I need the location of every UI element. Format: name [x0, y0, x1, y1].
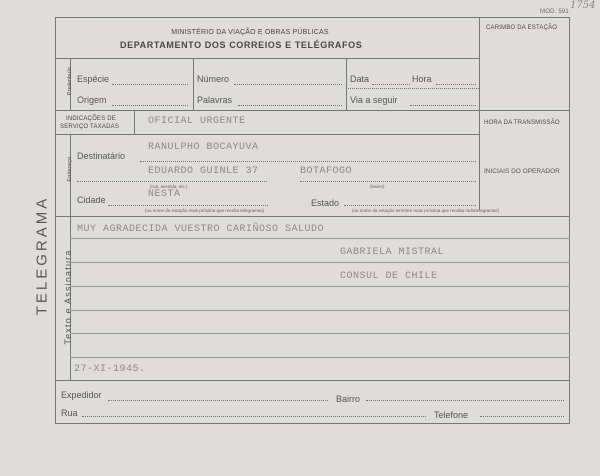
body-rule-3 — [70, 286, 570, 287]
address-label: Endereço — [67, 156, 73, 182]
form-code: MOD. 591 — [540, 9, 569, 15]
via-label: Via a seguir — [350, 95, 398, 105]
destinatario-label: Destinatário — [77, 151, 126, 161]
body-rule-5 — [70, 333, 570, 334]
especie-line[interactable] — [112, 84, 188, 85]
body-label: Texto e Assinatura — [63, 249, 73, 345]
form-frame — [55, 17, 570, 424]
footer-top-line — [55, 380, 570, 381]
district-value: BOTAFOGO — [300, 166, 353, 177]
body-top-line — [55, 216, 570, 217]
body-rule-1 — [70, 238, 570, 239]
preamble-col-divider-2 — [346, 58, 347, 110]
bairro-label: Bairro — [336, 394, 361, 404]
estado-label: Estado — [311, 198, 340, 208]
body-rule-4 — [70, 310, 570, 311]
telefone-line[interactable] — [480, 416, 564, 417]
street-hint: (rua, avenida, etc.) — [150, 184, 188, 189]
expedidor-label: Expedidor — [61, 390, 102, 400]
service-label-2: SERVIÇO TAXADAS — [60, 124, 120, 130]
palavras-line[interactable] — [238, 105, 342, 106]
preamble-col-divider-1 — [193, 58, 194, 110]
via-line[interactable] — [410, 105, 476, 106]
address-top-line — [55, 134, 479, 135]
district-line[interactable] — [300, 181, 476, 182]
signature-text: GABRIELA MISTRAL — [340, 247, 445, 258]
preamble-top-line — [55, 58, 479, 59]
rua-label: Rua — [61, 408, 78, 418]
transmission-label: HORA DA TRANSMISSÃO — [484, 120, 560, 126]
hora-label: Hora — [412, 74, 432, 84]
cidade-value: NESTA — [148, 189, 181, 200]
hora-line[interactable] — [436, 84, 476, 85]
right-column-divider — [479, 58, 480, 210]
cidade-hint: (ou nome da estação mais próxima que receba telegramas) — [145, 208, 265, 213]
telefone-label: Telefone — [434, 410, 469, 420]
estado-hint: (ou nome da estação terrestre mais próxima que receba radiotelegramas) — [352, 208, 500, 213]
service-top-line — [55, 110, 570, 111]
data-line[interactable] — [372, 84, 410, 85]
estado-line[interactable] — [344, 205, 476, 206]
body-rule-2 — [70, 262, 570, 263]
rua-line[interactable] — [82, 416, 426, 417]
expedidor-line[interactable] — [108, 400, 328, 401]
destinatario-value: RANULPHO BOCAYUVA — [148, 142, 259, 153]
service-value: OFICIAL URGENTE — [148, 116, 246, 127]
side-title: TELEGRAMA — [33, 195, 51, 316]
street-line[interactable] — [77, 181, 267, 182]
especie-label: Espécie — [77, 74, 110, 84]
palavras-label: Palavras — [197, 95, 233, 105]
operator-label: INICIAIS DO OPERADOR — [484, 168, 560, 175]
stamp-divider — [479, 17, 480, 58]
cidade-label: Cidade — [77, 195, 106, 205]
bairro-line[interactable] — [366, 400, 564, 401]
signature-title: CONSUL DE CHILE — [340, 271, 438, 282]
preamble-mid-line — [346, 88, 479, 89]
message-date: 27-XI-1945. — [74, 364, 146, 375]
street-value: EDUARDO GUINLE 37 — [148, 166, 259, 177]
numero-line[interactable] — [234, 84, 342, 85]
stamp-label: CARIMBO DA ESTAÇÃO — [486, 25, 558, 31]
handwritten-number: 1754 — [570, 0, 596, 11]
message-text: MUY AGRADECIDA VUESTRO CARIÑOSO SALUDO — [77, 224, 325, 235]
data-label: Data — [350, 74, 370, 84]
ministry-title: MINISTÉRIO DA VIAÇÃO E OBRAS PÚBLICAS — [171, 29, 329, 36]
numero-label: Número — [197, 74, 230, 84]
body-rule-6 — [70, 357, 570, 358]
destinatario-line[interactable] — [140, 161, 476, 162]
cidade-line[interactable] — [108, 205, 268, 206]
service-label-1: INDICAÇÕES DE — [66, 116, 116, 122]
service-divider — [134, 110, 135, 134]
district-hint: (bairro) — [370, 184, 385, 189]
department-title: DEPARTAMENTO DOS CORREIOS E TELÉGRAFOS — [120, 40, 363, 50]
preamble-label: Preâmbulo — [67, 66, 73, 96]
origem-line[interactable] — [112, 105, 188, 106]
origem-label: Origem — [77, 95, 107, 105]
